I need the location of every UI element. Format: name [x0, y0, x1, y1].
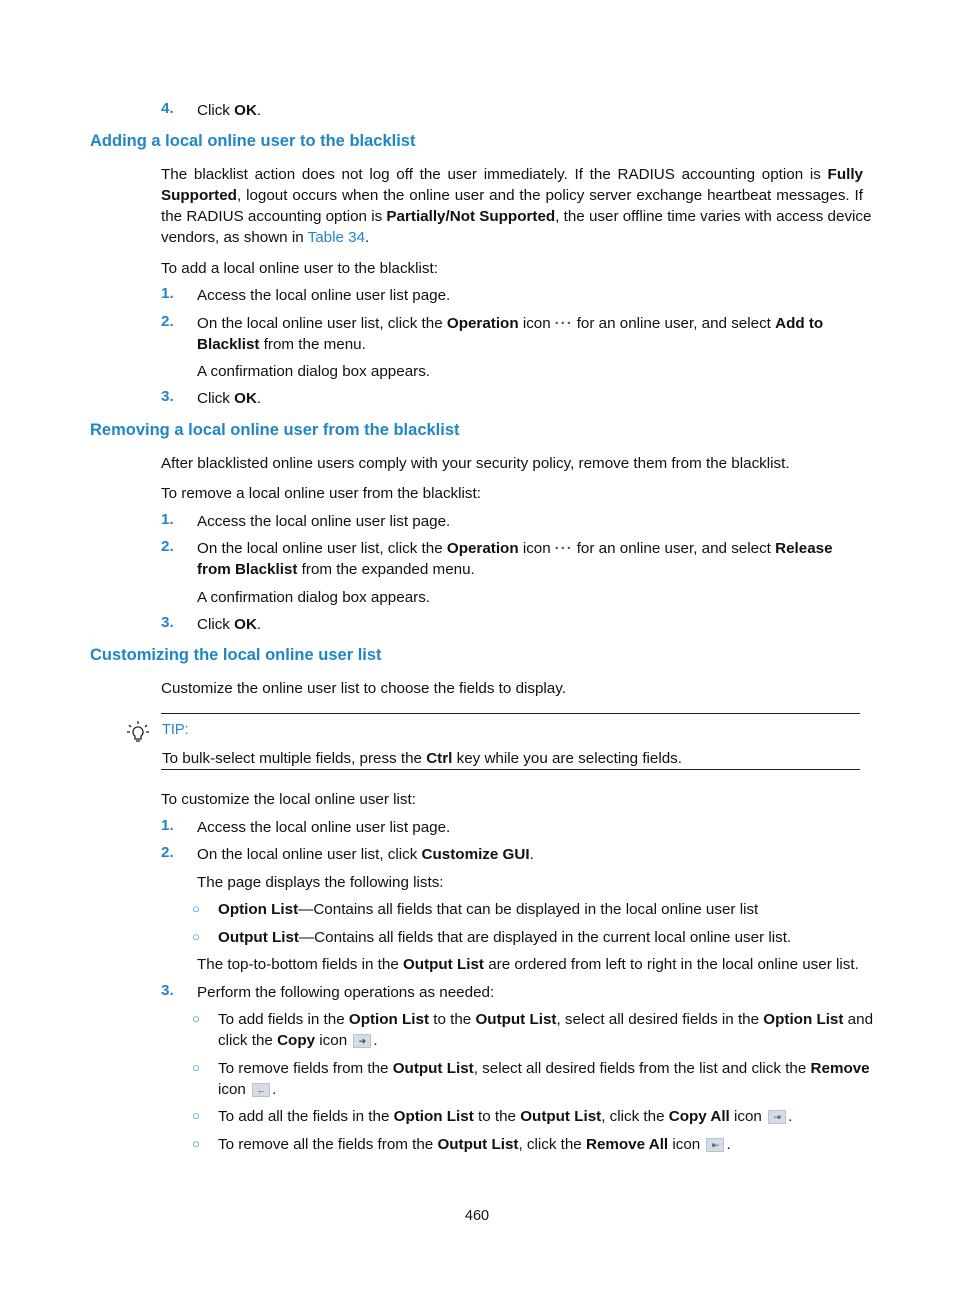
- list-item: To remove all the fields from the Output List, click the Remove All icon ⇤ .: [218, 1136, 731, 1153]
- paragraph-line: vendors, as shown in Table 34.: [161, 229, 370, 246]
- list-item: To remove fields from the Output List, select all desired fields from the list and click the Remove: [218, 1060, 870, 1077]
- step-number: 2.: [161, 538, 174, 555]
- step-note: The page displays the following lists:: [197, 874, 444, 891]
- tip-bottom-rule: [161, 769, 860, 770]
- paragraph-line: Supported, logout occurs when the online user and the policy server exchange heartbeat messages. If: [161, 187, 863, 204]
- list-item: To add all the fields in the Option List to the Output List, click the Copy All icon ⇥ .: [218, 1108, 793, 1125]
- step-text: Access the local online user list page.: [197, 513, 451, 530]
- list-item: Option List—Contains all fields that can be displayed in the local online user list: [218, 901, 759, 918]
- table-link[interactable]: Table 34: [307, 229, 366, 246]
- operation-icon: ···: [554, 540, 573, 557]
- lightbulb-icon: [126, 720, 150, 750]
- step-number: 3.: [161, 982, 174, 999]
- step-text-cont: from Blacklist from the expanded menu.: [197, 561, 475, 578]
- list-item-cont: icon ← .: [218, 1081, 277, 1098]
- step-number: 4.: [161, 100, 174, 117]
- procedure-intro: To add a local online user to the blacklist:: [161, 260, 438, 277]
- section-heading-customize: Customizing the local online user list: [90, 646, 382, 664]
- section-heading-remove-blacklist: Removing a local online user from the blacklist: [90, 421, 460, 439]
- step-note: The top-to-bottom fields in the Output List are ordered from left to right in the local online user list.: [197, 956, 859, 973]
- step-number: 3.: [161, 388, 174, 405]
- paragraph: After blacklisted online users comply with your security policy, remove them from the blacklist.: [161, 455, 790, 472]
- bullet-icon: ○: [192, 901, 200, 916]
- list-item: To add fields in the Option List to the Output List, select all desired fields in the Option List and: [218, 1011, 874, 1028]
- remove-all-icon: ⇤: [706, 1138, 724, 1152]
- step-number: 1.: [161, 285, 174, 302]
- paragraph-line: The blacklist action does not log off the user immediately. If the RADIUS accounting option is Fully: [161, 166, 863, 183]
- step-note: A confirmation dialog box appears.: [197, 589, 431, 606]
- page-number: 460: [464, 1208, 490, 1224]
- paragraph-line: the RADIUS accounting option is Partially/Not Supported, the user offline time varies with access device: [161, 208, 872, 225]
- step-number: 2.: [161, 844, 174, 861]
- operation-icon: ···: [554, 315, 573, 332]
- bullet-icon: ○: [192, 1060, 200, 1075]
- section-heading-add-blacklist: Adding a local online user to the blacklist: [90, 132, 416, 150]
- step-number: 1.: [161, 817, 174, 834]
- step-text: On the local online user list, click the Operation icon ··· for an online user, and select Release: [197, 540, 833, 557]
- paragraph: Customize the online user list to choose the fields to display.: [161, 680, 566, 697]
- procedure-intro: To remove a local online user from the blacklist:: [161, 485, 481, 502]
- list-item-cont: click the Copy icon ➜ .: [218, 1032, 378, 1049]
- tip-text: To bulk-select multiple fields, press the Ctrl key while you are selecting fields.: [162, 750, 682, 767]
- copy-icon: ➜: [353, 1034, 371, 1048]
- step-note: A confirmation dialog box appears.: [197, 363, 431, 380]
- step-text: Perform the following operations as needed:: [197, 984, 495, 1001]
- step-number: 1.: [161, 511, 174, 528]
- copy-all-icon: ⇥: [768, 1110, 786, 1124]
- step-text: Access the local online user list page.: [197, 287, 451, 304]
- step-text: Access the local online user list page.: [197, 819, 451, 836]
- step-number: 3.: [161, 614, 174, 631]
- step-text: On the local online user list, click the Operation icon ··· for an online user, and select Add to: [197, 315, 824, 332]
- step-text: Click OK.: [197, 616, 262, 633]
- step-text-cont: Blacklist from the menu.: [197, 336, 366, 353]
- step-text: Click OK.: [197, 390, 262, 407]
- list-item: Output List—Contains all fields that are displayed in the current local online user list.: [218, 929, 792, 946]
- bullet-icon: ○: [192, 1011, 200, 1026]
- bullet-icon: ○: [192, 1136, 200, 1151]
- remove-icon: ←: [252, 1083, 270, 1097]
- step-number: 2.: [161, 313, 174, 330]
- bullet-icon: ○: [192, 1108, 200, 1123]
- step-text: Click OK.: [197, 102, 262, 119]
- bullet-icon: ○: [192, 929, 200, 944]
- procedure-intro: To customize the local online user list:: [161, 791, 416, 808]
- tip-top-rule: [161, 713, 860, 714]
- step-text: On the local online user list, click Customize GUI.: [197, 846, 534, 863]
- tip-label: TIP:: [162, 722, 189, 738]
